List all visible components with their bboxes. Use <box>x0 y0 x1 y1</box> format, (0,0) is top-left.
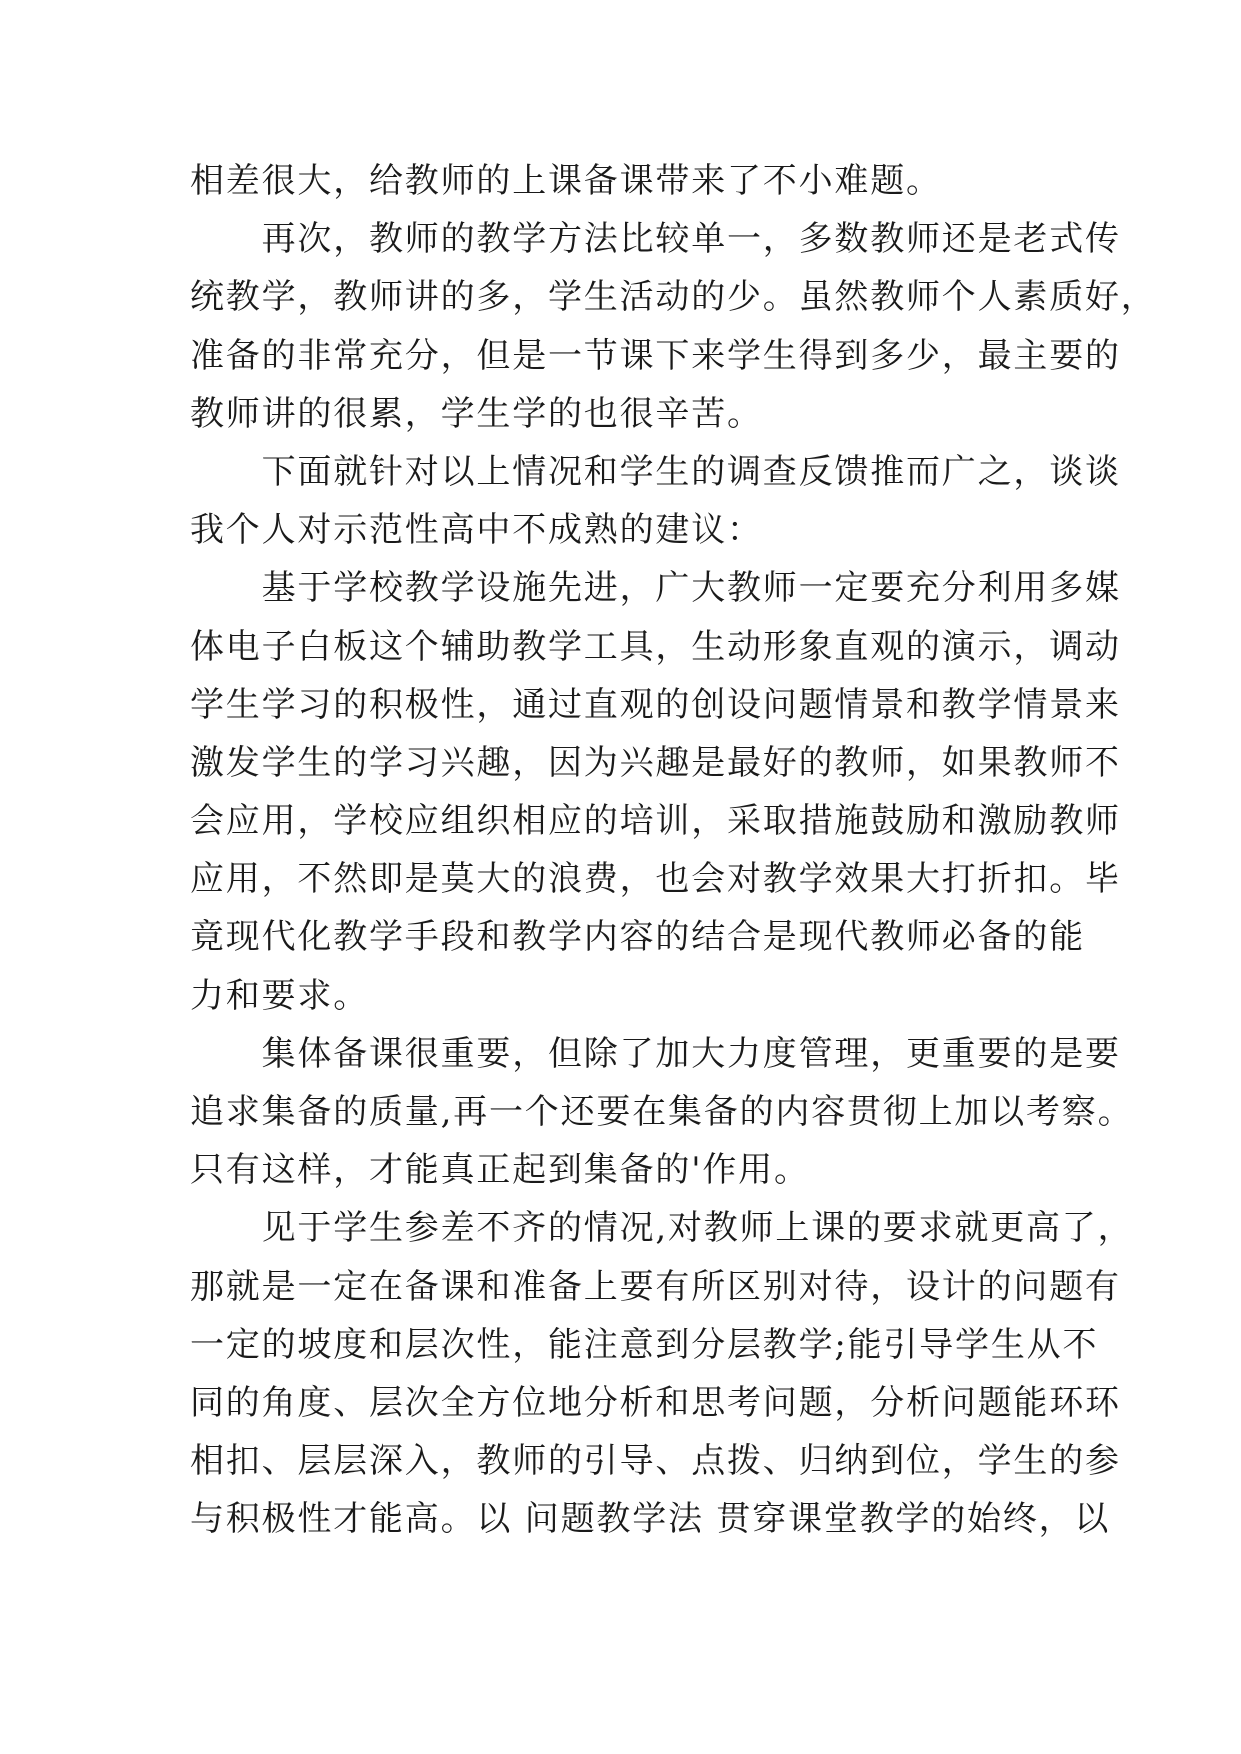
text-line: 教师讲的很累，学生学的也很辛苦。 <box>190 393 763 434</box>
text-line: 激发学生的学习兴趣，因为兴趣是最好的教师，如果教师不 <box>190 742 1121 783</box>
text-line: 集体备课很重要，但除了加大力度管理，更重要的是要 <box>190 1033 1121 1074</box>
text-line: 相扣、层层深入，教师的引导、点拨、归纳到位，学生的参 <box>190 1441 1121 1482</box>
text-line: 一定的坡度和层次性，能注意到分层教学;能引导学生从不 <box>190 1324 1099 1365</box>
text-line: 我个人对示范性高中不成熟的建议： <box>190 510 763 551</box>
text-line: 体电子白板这个辅助教学工具，生动形象直观的演示，调动 <box>190 626 1121 667</box>
text-line: 下面就针对以上情况和学生的调查反馈推而广之，谈谈 <box>190 451 1121 492</box>
text-line: 追求集备的质量,再一个还要在集备的内容贯彻上加以考察。 <box>190 1092 1134 1132</box>
text-line: 见于学生参差不齐的情况,对教师上课的要求就更高了， <box>190 1208 1134 1249</box>
text-line: 竟现代化教学手段和教学内容的结合是现代教师必备的能 <box>190 917 1085 958</box>
text-line: 应用，不然即是莫大的浪费，也会对教学效果大打折扣。毕 <box>190 859 1121 900</box>
text-line: 统教学，教师讲的多，学生活动的少。虽然教师个人素质好， <box>190 277 1157 318</box>
text-line: 只有这样，才能真正起到集备的'作用。 <box>190 1150 810 1191</box>
text-line: 会应用，学校应组织相应的培训，采取措施鼓励和激励教师 <box>190 801 1121 842</box>
text-line: 那就是一定在备课和准备上要有所区别对待，设计的问题有 <box>190 1266 1121 1307</box>
text-line: 准备的非常充分，但是一节课下来学生得到多少，最主要的 <box>190 335 1121 376</box>
text-line: 力和要求。 <box>190 975 369 1016</box>
text-line: 基于学校教学设施先进，广大教师一定要充分利用多媒 <box>190 568 1121 609</box>
text-line: 与积极性才能高。以 问题教学法 贯穿课堂教学的始终，以 <box>190 1499 1111 1540</box>
text-line: 学生学习的积极性，通过直观的创设问题情景和教学情景来 <box>190 684 1121 725</box>
body-text <box>190 152 1157 1549</box>
text-line: 相差很大，给教师的上课备课带来了不小难题。 <box>190 161 942 201</box>
text-line: 同的角度、层次全方位地分析和思考问题，分析问题能环环 <box>190 1382 1121 1423</box>
text-line: 再次，教师的教学方法比较单一，多数教师还是老式传 <box>190 219 1121 260</box>
